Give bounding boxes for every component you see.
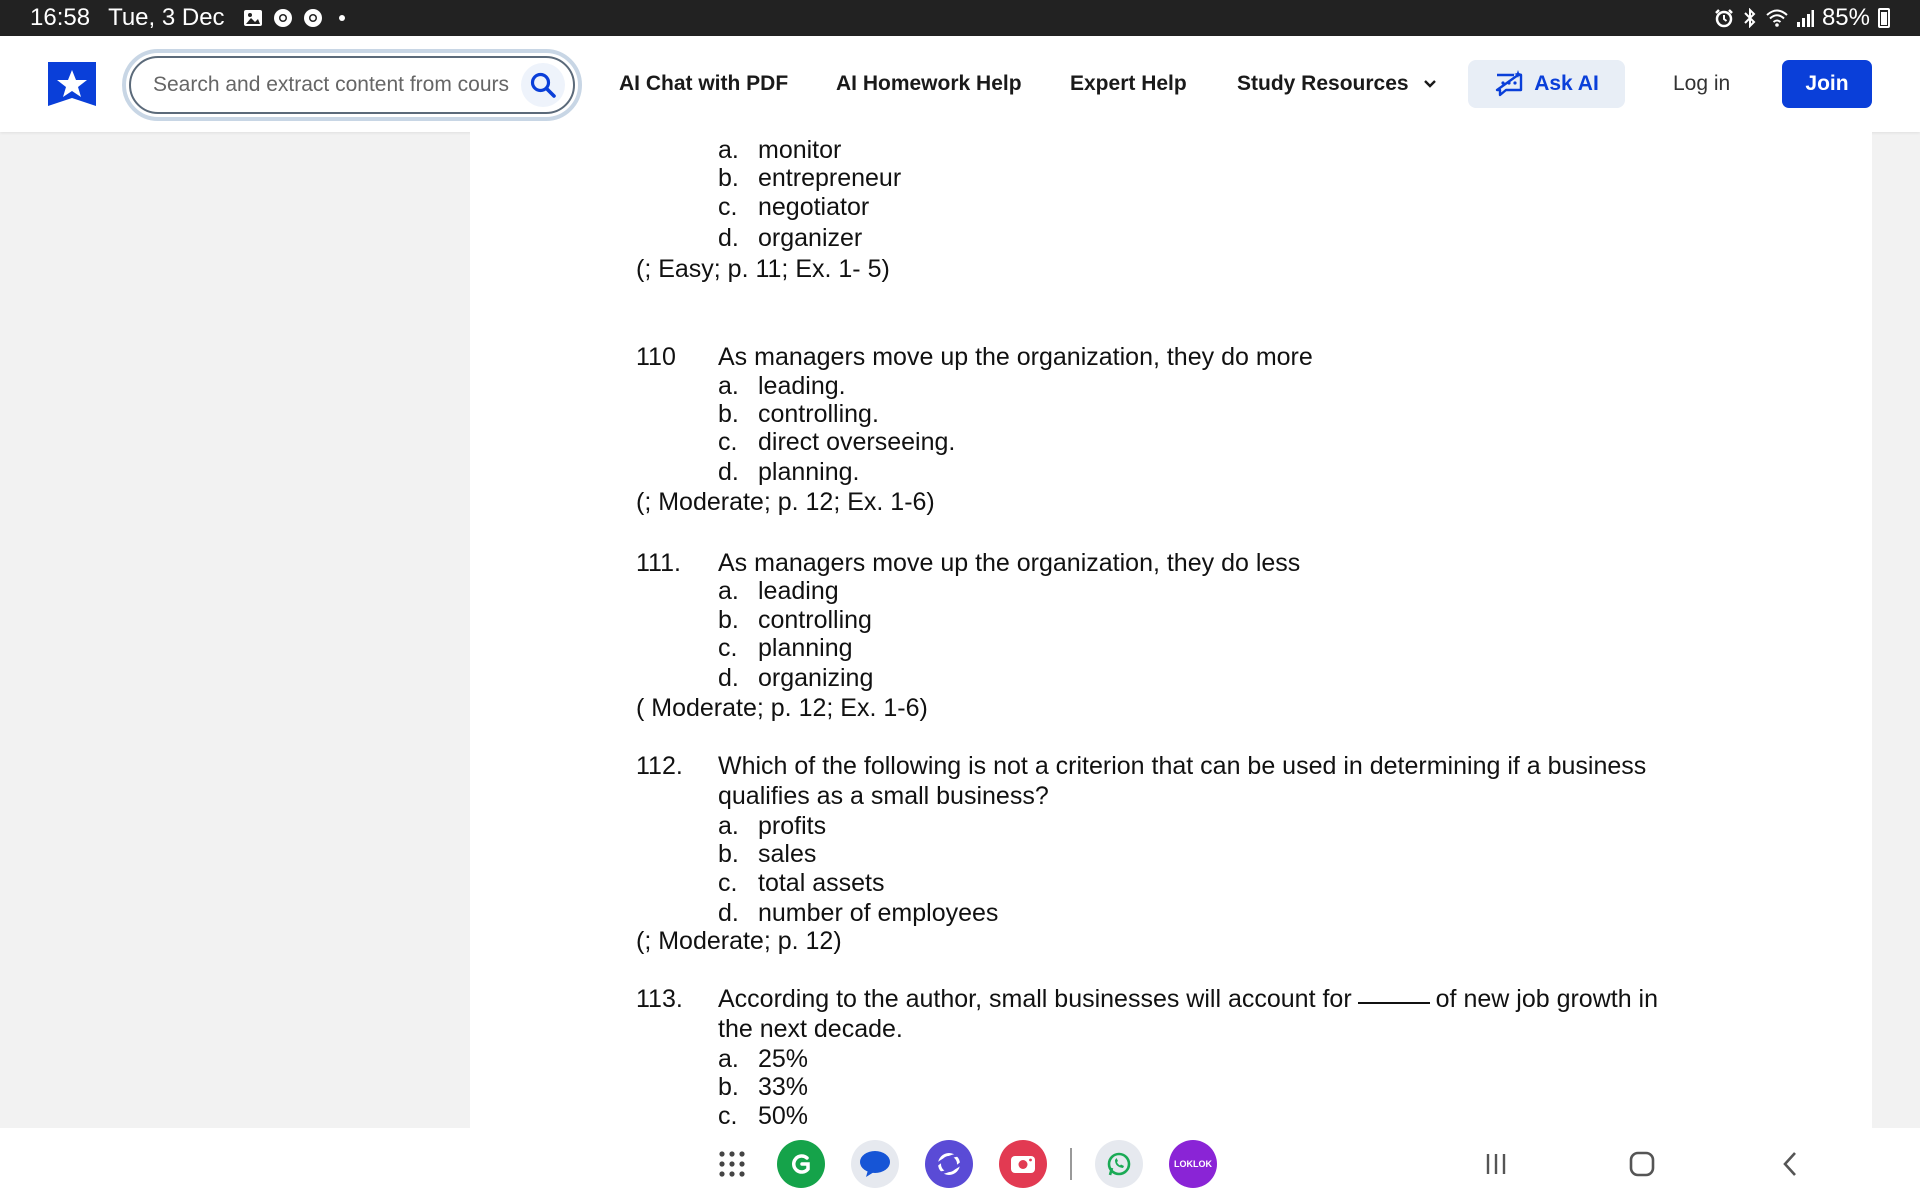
search-button[interactable] [521,63,565,107]
screen-recorder-icon[interactable] [999,1140,1047,1188]
messages-icon[interactable] [851,1140,899,1188]
chrome-notification-icon [273,8,293,28]
option-a: a. monitor [718,136,842,164]
alarm-icon [1714,8,1734,28]
status-bar [0,0,1920,36]
question-number: 110 [636,343,676,371]
question-stem-continued: the next decade. [718,1015,903,1043]
back-icon[interactable] [1772,1146,1808,1182]
question-stem-continued: qualifies as a small business? [718,782,1049,810]
question-stem: As managers move up the organization, they do less [718,549,1301,577]
home-icon[interactable] [1624,1146,1660,1182]
question-number: 112. [636,752,683,780]
ai-chat-icon [1494,70,1524,98]
nav-ai-homework-help[interactable]: AI Homework Help [836,72,1022,95]
document-page[interactable] [470,132,1872,1128]
app-drawer-icon[interactable] [708,1140,756,1188]
status-time: 16:58 [30,4,91,31]
battery-percent: 85% [1821,4,1870,31]
search-icon [529,71,557,99]
whatsapp-icon[interactable] [1095,1140,1143,1188]
option-a: a. profits [718,812,827,840]
option-b: b. 33% [718,1073,809,1101]
site-header [0,36,1920,132]
ask-ai-button[interactable] [1468,60,1625,108]
taskbar-divider [1070,1148,1072,1180]
internet-icon[interactable] [925,1140,973,1188]
option-a: a. leading. [718,372,846,400]
chrome-notification-icon-2 [303,8,323,28]
search-input[interactable] [153,73,521,97]
option-a: a. leading [718,577,839,605]
question-stem: Which of the following is not a criterion that can be used in determining if a business [718,752,1647,780]
login-link[interactable]: Log in [1673,72,1731,95]
join-button[interactable]: Join [1782,60,1872,108]
ask-ai-label: Ask AI [1534,72,1599,95]
bluetooth-icon [1742,8,1758,28]
question-number: 113. [636,985,683,1013]
more-notifications-dot-icon [339,15,345,21]
nav-study-resources-label: Study Resources [1237,72,1409,95]
option-d: d. organizer [718,224,863,252]
option-c: c. planning [718,634,853,662]
search-box [122,49,582,121]
option-b: b. controlling. [718,400,879,428]
question-meta: (; Moderate; p. 12) [636,927,842,955]
option-c: c. total assets [718,869,885,897]
wifi-icon [1766,8,1788,28]
question-stem: As managers move up the organization, they do more [718,343,1313,371]
question-meta: (; Moderate; p. 12; Ex. 1-6) [636,488,935,516]
option-a: a. 25% [718,1045,809,1073]
chevron-down-icon [1423,79,1437,89]
question-meta: (; Easy; p. 11; Ex. 1- 5) [636,255,890,283]
option-c: c. 50% [718,1102,809,1128]
nav-study-resources[interactable] [1237,36,1437,132]
option-b: b. entrepreneur [718,164,902,192]
option-b: b. sales [718,840,817,868]
logo-icon[interactable] [48,62,96,108]
nav-ai-chat-with-pdf[interactable]: AI Chat with PDF [619,72,789,95]
question-stem: According to the author, small businesses will account for of new job growth in [718,985,1659,1013]
android-taskbar [0,1128,1920,1200]
option-d: d. organizing [718,664,874,692]
signal-icon [1796,8,1814,28]
option-d: d. number of employees [718,899,999,927]
answer-blank [1358,1002,1430,1004]
gallery-notification-icon [243,8,263,28]
option-b: b. controlling [718,606,872,634]
recent-apps-icon[interactable] [1478,1146,1514,1182]
option-c: c. direct overseeing. [718,428,956,456]
loklok-label: LOKLOK [1174,1159,1212,1169]
battery-icon [1878,8,1890,28]
nav-expert-help[interactable]: Expert Help [1070,72,1187,95]
option-d: d. planning. [718,458,860,486]
question-number: 111. [636,549,681,577]
loklok-icon[interactable] [1169,1140,1217,1188]
status-date: Tue, 3 Dec [108,4,225,31]
grammarly-icon[interactable] [777,1140,825,1188]
question-meta: ( Moderate; p. 12; Ex. 1-6) [636,694,928,722]
option-c: c. negotiator [718,193,870,221]
